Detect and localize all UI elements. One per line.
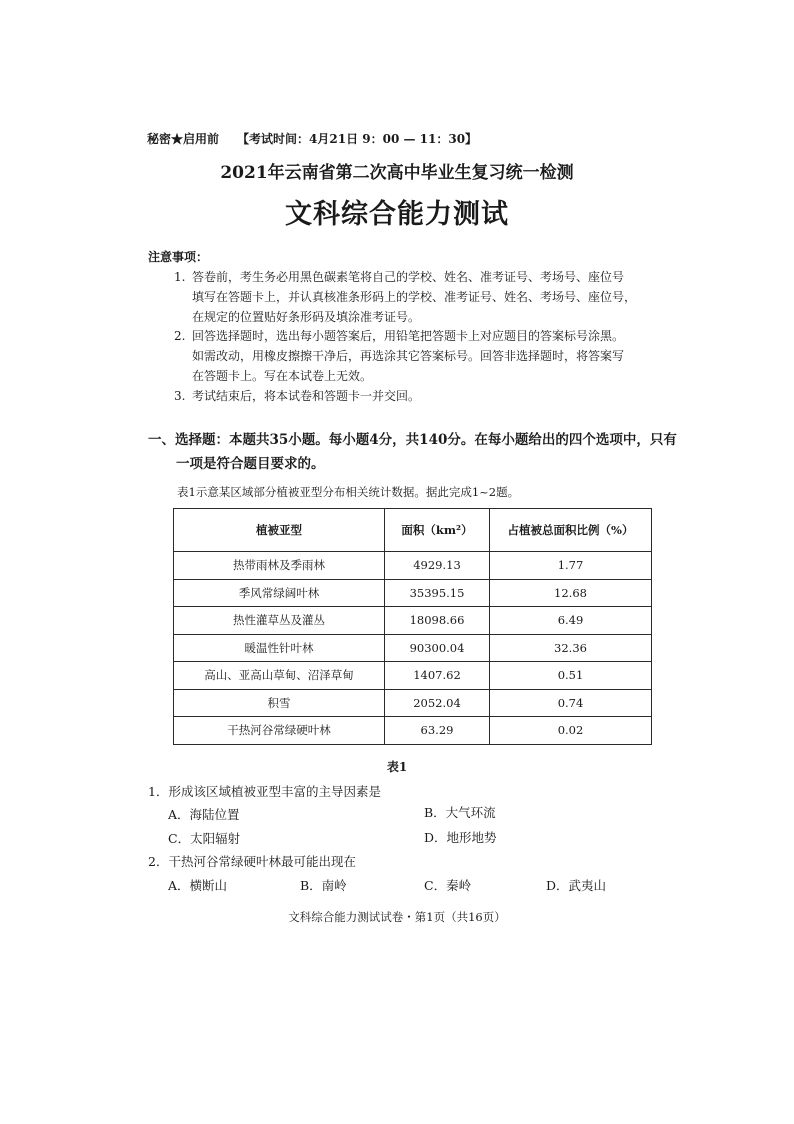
notice-item-line: 回答选择题时，选出每小题答案后，用铅笔把答题卡上对应题目的答案标号涂黑。 [192, 329, 625, 343]
column-header: 植被亚型 [174, 509, 385, 552]
table-cell: 35395.15 [385, 579, 490, 607]
column-header: 占植被总面积比例（%） [490, 509, 652, 552]
notice-item [174, 268, 624, 285]
exam-time: 【考试时间：4月21日 9：00 — 11：30】 [237, 132, 478, 146]
question-1-option-d: D．地形地势 [424, 830, 497, 845]
question-1-stem: 1．形成该区域植被亚型丰富的主导因素是 [148, 784, 381, 799]
table-cell: 90300.04 [385, 634, 490, 662]
table-cell: 4929.13 [385, 552, 490, 580]
notice-item-num: 1. [174, 270, 186, 284]
notice-item-line: 考试结束后，将本试卷和答题卡一并交回。 [192, 389, 421, 403]
table-row [174, 552, 652, 580]
question-1-option-c: C．太阳辐射 [168, 831, 241, 846]
table-cell: 季风常绿阔叶林 [174, 579, 385, 607]
notice-item-line: 在规定的位置贴好条形码及填涂准考证号。 [192, 310, 421, 324]
section-instruction: 一、选择题：本题共35小题。每小题4分，共140分。在每小题给出的四个选项中，只有 [148, 432, 677, 448]
table-row [174, 717, 652, 745]
question-2-option-b: B．南岭 [300, 878, 347, 893]
notice-item-num: 2. [174, 329, 186, 343]
table-cell: 暖温性针叶林 [174, 634, 385, 662]
table-cell: 0.74 [490, 689, 652, 717]
question-2-option-c: C．秦岭 [424, 878, 472, 893]
table-cell: 12.68 [490, 579, 652, 607]
question-1-option-a: A．海陆位置 [168, 807, 240, 822]
table-cell: 18098.66 [385, 607, 490, 635]
notice-item-line: 如需改动，用橡皮擦擦干净后，再选涂其它答案标号。回答非选择题时，将答案写 [192, 349, 625, 363]
question-1-option-b: B．大气环流 [424, 805, 496, 820]
table-cell: 0.02 [490, 717, 652, 745]
column-header: 面积（km²） [385, 509, 490, 552]
question-2-stem: 2．干热河谷常绿硬叶林最可能出现在 [148, 854, 356, 869]
notice-item-line: 答卷前，考生务必用黑色碳素笔将自己的学校、姓名、准考证号、考场号、座位号 [192, 270, 625, 284]
table-intro: 表1示意某区域部分植被亚型分布相关统计数据。据此完成1~2题。 [177, 485, 520, 499]
section-instruction-cont: 一项是符合题目要求的。 [176, 456, 325, 472]
table-row [174, 689, 652, 717]
notice-item-num: 3. [174, 389, 186, 403]
notice-item-line: 填写在答题卡上，并认真核准条形码上的学校、准考证号、姓名、考场号、座位号， [192, 290, 637, 304]
table-cell: 6.49 [490, 607, 652, 635]
vegetation-table [173, 508, 652, 745]
table-cell: 0.51 [490, 662, 652, 690]
page-footer: 文科综合能力测试试卷・第1页（共16页） [288, 910, 506, 924]
table-cell: 63.29 [385, 717, 490, 745]
table-cell: 1.77 [490, 552, 652, 580]
table-cell: 高山、亚高山草甸、沼泽草甸 [174, 662, 385, 690]
notice-item-line: 在答题卡上。写在本试卷上无效。 [192, 369, 373, 383]
table-cell: 1407.62 [385, 662, 490, 690]
question-2-option-d: D．武夷山 [546, 878, 607, 893]
table-row [174, 634, 652, 662]
exam-header [147, 130, 477, 147]
table-row [174, 607, 652, 635]
table-header-row [174, 509, 652, 552]
question-2-option-a: A．横断山 [168, 878, 228, 893]
table-row [174, 662, 652, 690]
table-cell: 2052.04 [385, 689, 490, 717]
table-row [174, 579, 652, 607]
table-cell: 积雪 [174, 689, 385, 717]
notice-heading: 注意事项： [148, 250, 209, 264]
secret-label: 秘密★启用前 [147, 132, 220, 146]
table-caption: 表1 [386, 760, 408, 774]
exam-subtitle: 文科综合能力测试 [285, 199, 509, 230]
exam-title: 2021年云南省第二次高中毕业生复习统一检测 [220, 163, 574, 183]
table-cell: 热带雨林及季雨林 [174, 552, 385, 580]
table-cell: 干热河谷常绿硬叶林 [174, 717, 385, 745]
table-cell: 热性灌草丛及灌丛 [174, 607, 385, 635]
notice-item [174, 387, 420, 404]
table-cell: 32.36 [490, 634, 652, 662]
notice-item [174, 327, 624, 344]
